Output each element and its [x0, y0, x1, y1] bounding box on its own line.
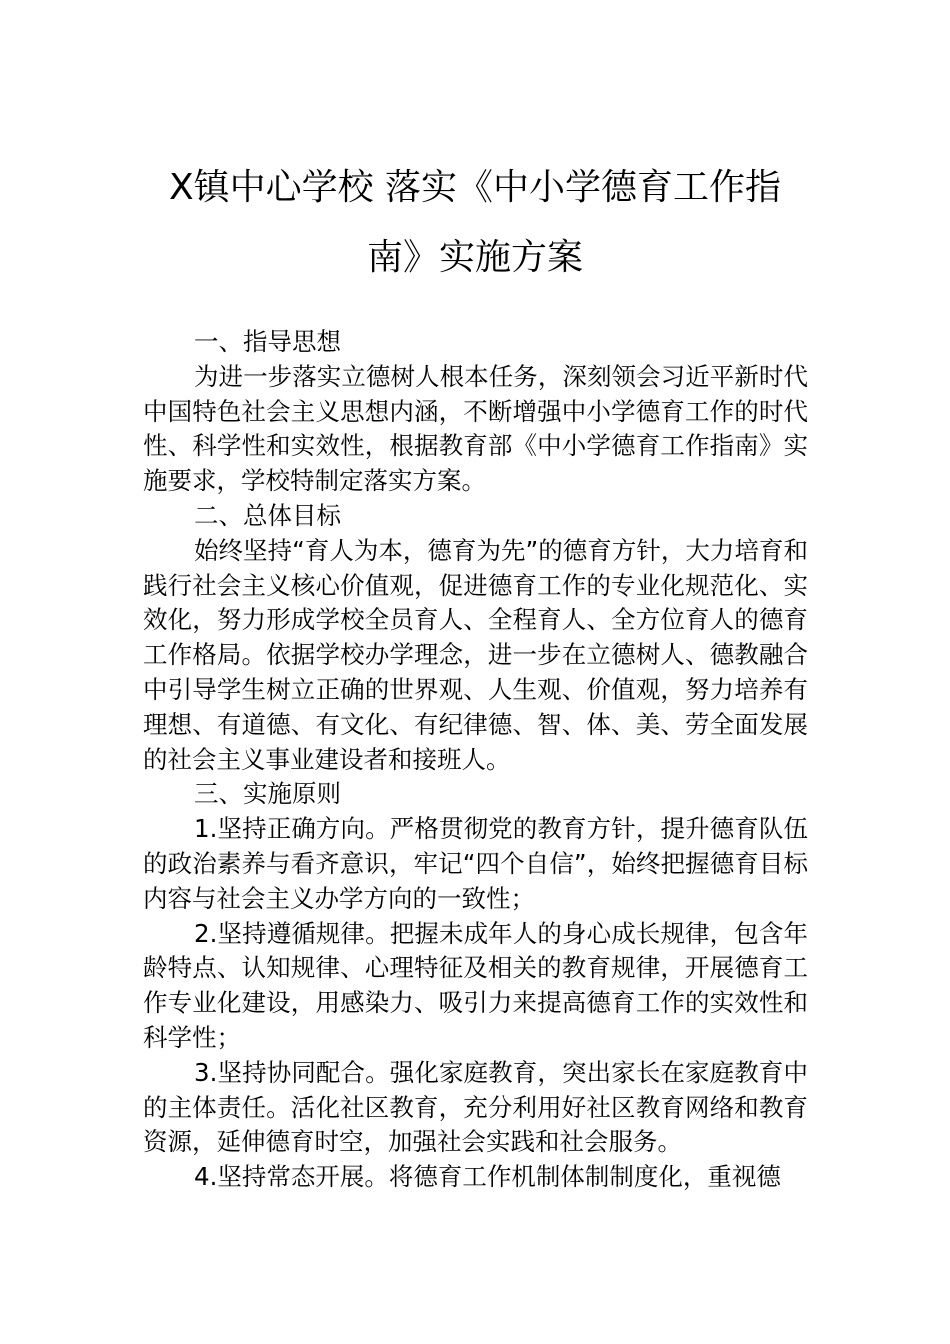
paragraph-guiding-ideology: 为进一步落实立德树人根本任务，深刻领会习近平新时代中国特色社会主义思想内涵，不断增强中小学德育工作的时代性、科学性和实效性，根据教育部《中小学德育工作指南》实施要求，学校特制定落实方案。 [143, 361, 808, 496]
section-heading-overall-goal: 二、总体目标 [194, 500, 341, 530]
paragraph-principle-3: 3.坚持协同配合。强化家庭教育，突出家长在家庭教育中的主体责任。活化社区教育，充分利用好社区教育网络和教育资源，延伸德育时空，加强社会实践和社会服务。 [143, 1057, 808, 1157]
paragraph-principle-2: 2.坚持遵循规律。把握未成年人的身心成长规律，包含年龄特点、认知规律、心理特征及相关的教育规律，开展德育工作专业化建设，用感染力、吸引力来提高德育工作的实效性和科学性； [143, 918, 808, 1052]
document-body [143, 325, 808, 1195]
paragraph-overall-goal: 始终坚持“育人为本，德育为先”的德育方针，大力培育和践行社会主义核心价值观，促进德育工作的专业化规范化、实效化，努力形成学校全员育人、全程育人、全方位育人的德育工作格局。依据学校办学理念，进一步在立德树人、德教融合中引导学生树立正确的世界观、人生观、价值观，努力培养有理想、有道德、有文化、有纪律德、智、体、美、劳全面发展的社会主义事业建设者和接班人。 [143, 535, 808, 774]
paragraph-principle-1: 1.坚持正确方向。严格贯彻党的教育方针，提升德育队伍的政治素养与看齐意识，牢记“四个自信”，始终把握德育目标内容与社会主义办学方向的一致性； [143, 814, 808, 913]
section-heading-principles: 三、实施原则 [194, 779, 341, 809]
paragraph-principle-4: 4.坚持常态开展。将德育工作机制体制制度化，重视德 [194, 1162, 781, 1192]
section-heading-guiding-ideology: 一、指导思想 [194, 327, 341, 356]
document-title-line-1: X镇中心学校 落实《中小学德育工作指 [168, 167, 782, 208]
document-title-line-2: 南》实施方案 [366, 237, 583, 278]
